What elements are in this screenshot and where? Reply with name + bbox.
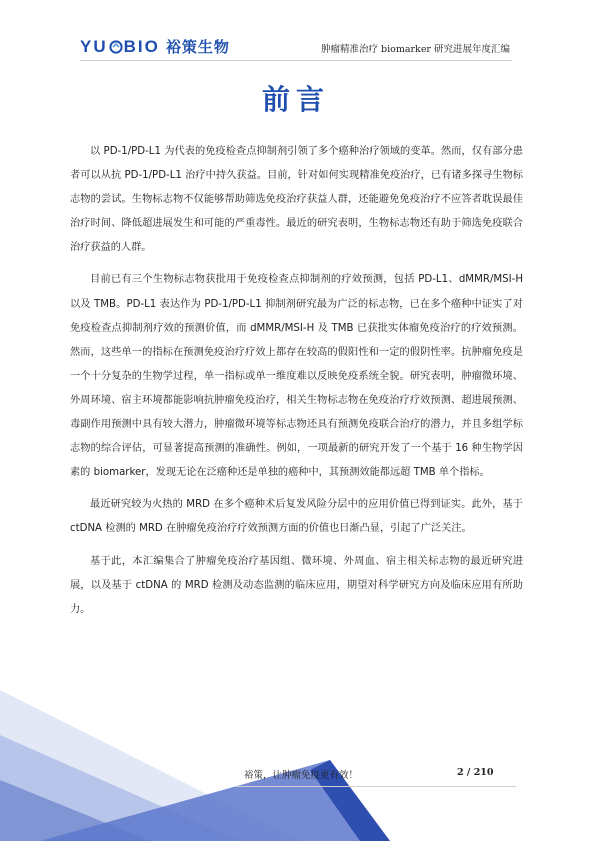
footer-slogan: 裕策，让肿瘤免疫更有效！ bbox=[244, 770, 359, 781]
paragraph: 目前已有三个生物标志物获批用于免疫检查点抑制剂的疗效预测，包括 PD-L1、dMMR/MSI-H 以及 TMB。PD-L1 表达作为 PD-1/PD-L1 抑制剂研究最为广泛的标志物，已在多个癌种中证实了对免疫检查点抑制剂疗效的预测价值，而 dMMR/MSI-H 及 TMB 已获批实体瘤免疫治疗的疗效预测。然而，这些单一的指标在预测免疫治疗疗效上都存在较高的假阳性和一定的假阴性率。抗肿瘤免疫是一个十分复杂的生物学过程，单一指标或单一维度难以反映免疫系统全貌。研究表明，肿瘤微环境、外周环境、宿主环境都能影响抗肿瘤免疫治疗，相关生物标志物在免疫治疗疗效预测、超进展预测、毒副作用预测中具有较大潜力，肿瘤微环境等标志物还具有预测免疫联合治疗的潜力，并且多组学标志物的综合评估，可显著提高预测的准确性。例如，一项最新的研究开发了一个基于 16 种生物学因素的 biomarker，发现无论在泛癌种还是单独的癌种中，其预测效能都远超 TMB 单个指标。 bbox=[70, 274, 523, 479]
page-number: 2 / 210 bbox=[457, 767, 494, 778]
logo-text-right: BIO bbox=[123, 36, 160, 56]
paragraph: 最近研究较为火热的 MRD 在多个癌种术后复发风险分层中的应用价值已得到证实。此外，基于 ctDNA 检测的 MRD 在肿瘤免疫治疗疗效预测方面的价值也日渐凸显，引起了广泛关注。 bbox=[70, 499, 523, 535]
logo-chinese-name: 裕策生物 bbox=[165, 38, 230, 56]
paragraph: 基于此，本汇编集合了肿瘤免疫治疗基因组、微环境、外周血、宿主相关标志物的最近研究进展，以及基于 ctDNA 的 MRD 检测及动态监测的临床应用，期望对科学研究方向及临床应用有所助力。 bbox=[70, 555, 523, 615]
paragraph: 以 PD-1/PD-L1 为代表的免疫检查点抑制剂引领了多个癌种治疗领域的变革。然而，仅有部分患者可以从抗 PD-1/PD-L1 治疗中持久获益。目前，针对如何实现精准免疫治疗，已有诸多探寻生物标志物的尝试。生物标志物不仅能够帮助筛选免疫治疗获益人群，还能避免免疫治疗不应答者耽误最佳治疗时间、降低超进展发生和可能的严重毒性。最近的研究表明，生物标志物还有助于筛选免疫联合治疗获益的人群。 bbox=[70, 146, 523, 254]
logo-text-left: YU bbox=[80, 36, 108, 56]
document-title: 肿瘤精准治疗 biomarker 研究进展年度汇编 bbox=[320, 44, 510, 55]
page-title: 前言 bbox=[261, 83, 330, 116]
footer-divider bbox=[236, 786, 516, 787]
